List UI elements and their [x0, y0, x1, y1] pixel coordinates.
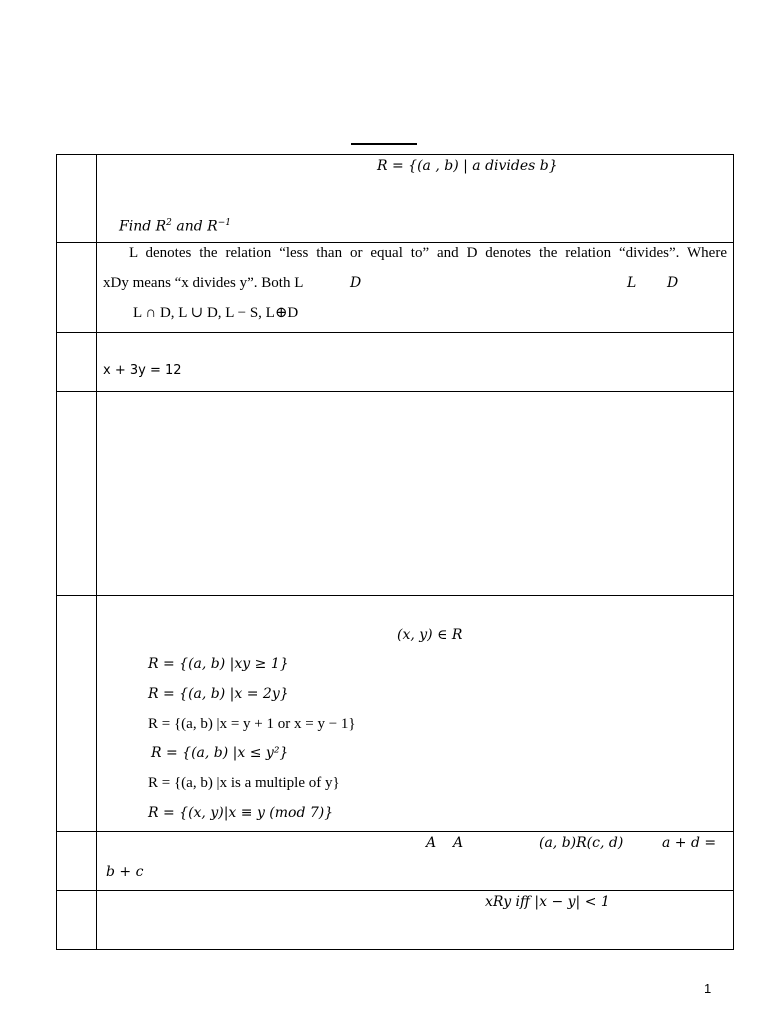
- question-number-cell: [57, 392, 97, 595]
- divides-explanation: xDy means “x divides y”. Both L: [103, 275, 304, 291]
- list-item: R = {(a, b) |x = y + 1 or x = y − 1}: [148, 716, 356, 732]
- list-item: R = {(x, y)|x ≡ y (mod 7)}: [148, 805, 334, 821]
- question-cell: [97, 832, 733, 890]
- page-number: 1: [704, 981, 712, 996]
- equation: x + 3y = 12: [103, 363, 182, 378]
- question-number-cell: [57, 155, 97, 242]
- table-row-7: [56, 890, 734, 950]
- question-number-cell: [57, 333, 97, 391]
- membership-expression: (x, y) ∈ R: [397, 627, 463, 643]
- question-cell: [97, 333, 733, 391]
- relation-symbol: L: [627, 275, 637, 291]
- list-item: R = {(a, b) |x = 2y}: [148, 686, 289, 702]
- question-number-cell: [57, 891, 97, 949]
- title-underline: [351, 143, 417, 145]
- relation-condition: xRy iff |x − y| < 1: [485, 894, 610, 910]
- question-number-cell: [57, 596, 97, 831]
- question-cell: [97, 891, 733, 949]
- table-row-4: [56, 391, 734, 595]
- equation-right: b + c: [106, 864, 144, 880]
- set-operations: L ∩ D, L ∪ D, L − S, L⊕D: [133, 305, 299, 321]
- table-row-2: [56, 242, 734, 332]
- table-row-6: [56, 831, 734, 890]
- question-table: [56, 154, 734, 950]
- question-cell: [97, 243, 733, 332]
- set-symbol: A: [453, 835, 464, 851]
- table-row-3: [56, 332, 734, 391]
- list-item: R = {(a, b) |x is a multiple of y}: [148, 775, 340, 791]
- question-cell: [97, 155, 733, 242]
- find-instruction: Find $R^2$ and $R^{-1}$: [119, 218, 231, 235]
- relation-description-line: L denotes the relation “less than or equal to” and D denotes the relation “divides”. Where: [129, 245, 727, 261]
- equation-left: a + d =: [662, 835, 717, 851]
- question-number-cell: [57, 832, 97, 890]
- list-item: R = {(a, b) |xy ≥ 1}: [148, 656, 289, 672]
- question-cell: [97, 392, 733, 595]
- table-row-5: [56, 595, 734, 831]
- relation-expression: (a, b)R(c, d): [539, 835, 624, 851]
- relation-definition: R = {(a , b) | a divides b}: [377, 158, 558, 174]
- question-number-cell: [57, 243, 97, 332]
- list-item: R = {(a, b) |x ≤ y²}: [151, 745, 289, 761]
- relation-symbol: D: [350, 275, 362, 291]
- set-symbol: A: [426, 835, 437, 851]
- question-cell: [97, 596, 733, 831]
- relation-symbol: D: [667, 275, 679, 291]
- table-row-1: [56, 154, 734, 242]
